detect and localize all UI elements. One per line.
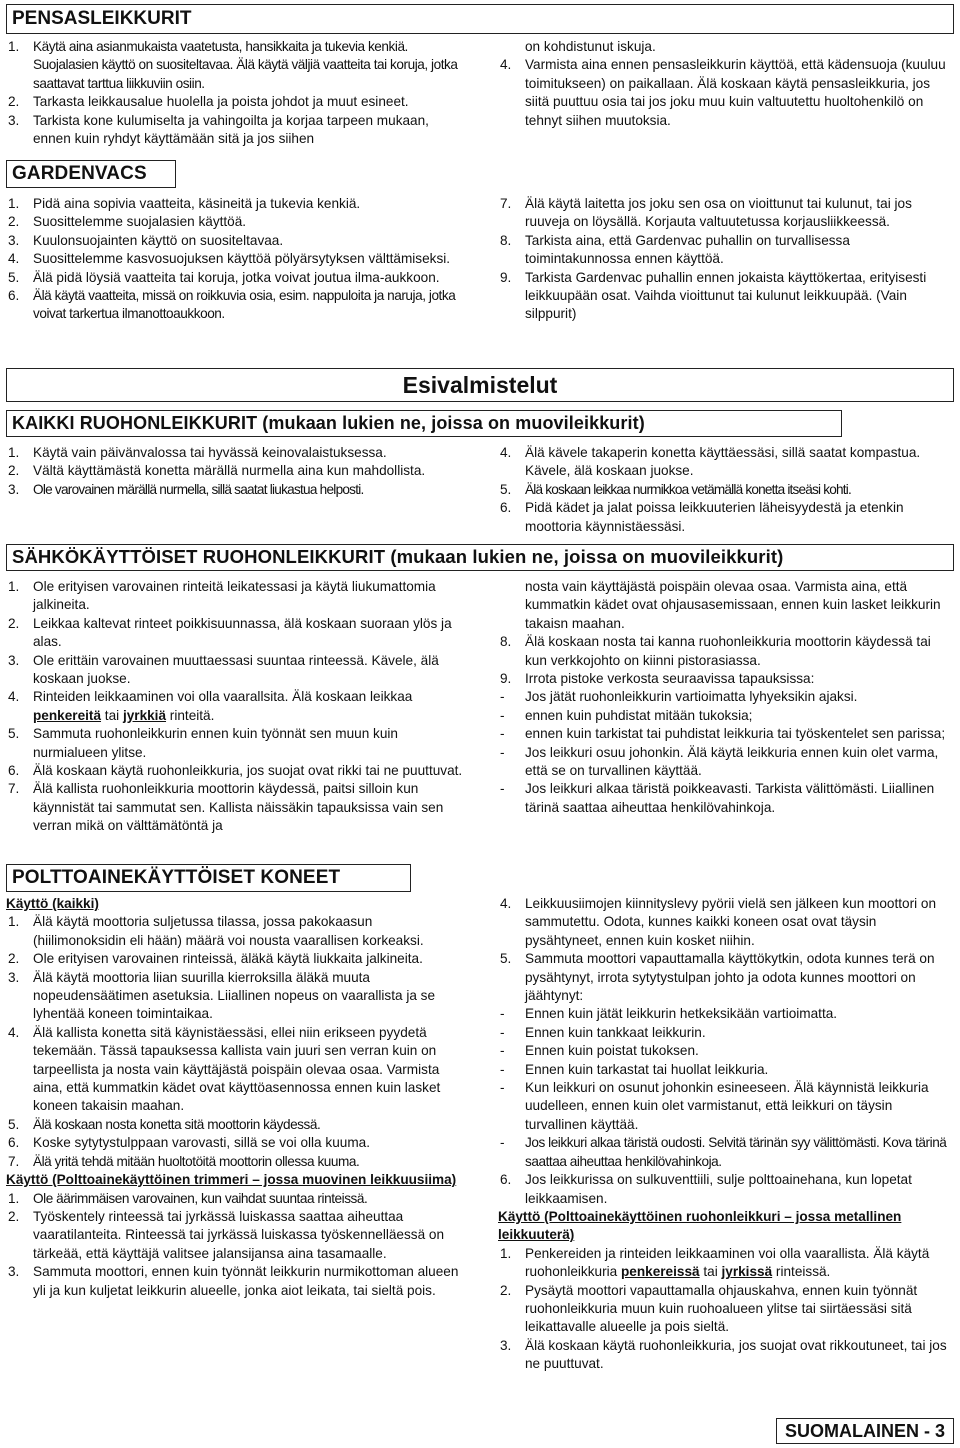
section-polttoainekayttoiset bbox=[6, 864, 954, 1374]
list-item bbox=[6, 1190, 468, 1208]
item-number: - bbox=[500, 1024, 505, 1040]
item-text bbox=[33, 688, 468, 725]
list-item bbox=[498, 444, 954, 481]
item-text-part: tai bbox=[699, 1264, 722, 1280]
left-column bbox=[6, 895, 468, 1374]
item-text: Ennen kuin jätät leikkurin hetkeksikään vartioimatta. bbox=[525, 1006, 838, 1022]
list-item bbox=[6, 112, 468, 149]
item-number: 6. bbox=[8, 1135, 20, 1151]
columns bbox=[6, 895, 954, 1374]
list-item bbox=[498, 232, 954, 269]
list-item bbox=[6, 1024, 468, 1116]
item-number: 3. bbox=[8, 112, 20, 128]
item-text: Käytä vain päivänvalossa tai hyvässä keinovalaistuksessa. bbox=[33, 445, 387, 460]
item-number: 1. bbox=[8, 445, 20, 460]
item-text: Älä kallista konetta sitä käynistäessäsi, ellei niin erikseen pyydetä tekemään. Tässä tapauksessa kallista vain juuri sen verran kuin on tarpeellista ja nosta vain käyttäjästä poispäin olevaa osaa. Varmista aina, että kummatkin kädet ovat käyttöasennossa ennen kuin lasket koneen takaisin maahan. bbox=[33, 1024, 441, 1114]
continued-text: nosta vain käyttäjästä poispäin olevaa osaa. Varmista aina, että kummatkin kädet ovat ohjausasemissaan, ennen kuin lasket leikkurin takaisn maahan. bbox=[525, 579, 941, 631]
item-number: 2. bbox=[8, 463, 20, 479]
item-number: 6. bbox=[8, 763, 20, 779]
item-number: - bbox=[500, 1061, 505, 1077]
item-text: Tarkista aina, että Gardenvac puhallin on turvallisessa toimintakunnossa ennen käyttöä. bbox=[525, 232, 850, 267]
item-text: Ole erittäin varovainen muuttaessasi suuntaa rinteessä. Kävele, älä koskaan juokse. bbox=[33, 652, 439, 687]
list-item bbox=[6, 615, 468, 652]
item-text: Työskentely rinteessä tai jyrkässä luiskassa saattaa aiheuttaa vaaratilanteita. Rinteessä tai jyrkässä luiskassa työskennelläessä on tärkeää, että käyttäjä valitsee jalansijansa aina tasamaalle. bbox=[33, 1208, 445, 1261]
item-number: 5. bbox=[8, 269, 20, 285]
columns bbox=[6, 444, 954, 536]
item-number: 1. bbox=[8, 914, 20, 930]
list-item bbox=[6, 462, 468, 480]
left-column bbox=[6, 578, 468, 836]
item-text: Ennen kuin poistat tukoksen. bbox=[525, 1043, 699, 1059]
item-text-part: rinteitä. bbox=[166, 707, 215, 723]
item-number: 5. bbox=[8, 1116, 20, 1132]
list-item bbox=[498, 1134, 954, 1171]
emphasis-text: penkereissä bbox=[620, 1264, 700, 1280]
list-item bbox=[498, 1024, 954, 1042]
item-number: 6. bbox=[500, 500, 512, 516]
item-text: Älä kävele takaperin konetta käyttäessäsi, sillä saatat kompastua. Kävele, älä koskaan juokse. bbox=[525, 445, 921, 479]
page-footer-label: SUOMALAINEN - 3 bbox=[776, 1418, 954, 1444]
section-heading: PENSASLEIKKURIT bbox=[6, 4, 954, 34]
item-text-part: Penkereiden ja rinteiden leikkaaminen voi olla vaarallista. Älä käytä ruohonleikkuria bbox=[525, 1245, 930, 1280]
list-item bbox=[6, 38, 468, 93]
item-text: Suosittelemme suojalasien käyttöä. bbox=[33, 214, 247, 230]
list-item bbox=[498, 56, 954, 130]
list-item bbox=[498, 1171, 954, 1208]
item-text: Sammuta moottori vapauttamalla käyttökytkin, odota kunnes terä on pysähtynyt, irrota sytytystulpan johto ja odota kunnes moottori on jäähtynyt: bbox=[525, 951, 935, 1004]
item-text: Ole varovainen märällä nurmella, sillä saatat liukastua helposti. bbox=[33, 481, 364, 497]
list-item bbox=[498, 1245, 954, 1282]
item-number: 4. bbox=[8, 251, 20, 267]
item-text: Ole äärimmäisen varovainen, kun vaihdat suuntaa rinteissä. bbox=[33, 1190, 368, 1206]
item-number: 4. bbox=[500, 896, 512, 911]
item-number: 3. bbox=[8, 1264, 20, 1280]
item-number: 5. bbox=[500, 481, 512, 497]
list-item bbox=[498, 780, 954, 817]
section-pensasleikkurit bbox=[6, 4, 954, 148]
list-item bbox=[498, 269, 954, 324]
list-item bbox=[498, 499, 954, 536]
list-item bbox=[6, 1263, 468, 1300]
item-number: 1. bbox=[8, 579, 20, 594]
right-column bbox=[498, 895, 954, 1374]
item-number: 7. bbox=[8, 1153, 20, 1169]
list-item bbox=[498, 1079, 954, 1134]
item-number: 4. bbox=[500, 57, 512, 73]
right-column bbox=[498, 195, 954, 324]
list-item bbox=[498, 195, 954, 232]
item-text: Älä koskaan nosta konetta sitä moottorin käydessä. bbox=[33, 1116, 321, 1132]
item-text: Varmista aina ennen pensasleikkurin käyttöä, että kädensuoja (kuuluu toimitukseen) on paikallaan. Älä koskaan käytä pensasleikkuria, jos siitä puuttuu osia tai jos joku muu kuin valtuutettu huoltohenkilö on tehnyt siihen muutoksia. bbox=[525, 57, 946, 128]
item-number: 3. bbox=[8, 481, 20, 497]
item-number: 9. bbox=[500, 671, 512, 687]
item-number: - bbox=[500, 689, 505, 705]
columns bbox=[6, 578, 954, 836]
item-text: Käytä aina asianmukaista vaatetusta, hansikkaita ja tukevia kenkiä. Suojalasien käyttö on suositeltavaa. Älä käytä väljiä vaatteita tai koruja, jotka saattavat tarttua liikkuviin osiin. bbox=[33, 39, 458, 91]
item-text: Tarkista kone kulumiselta ja vahingoilta ja korjaa tarpeen mukaan, ennen kuin ryhdyt käyttämään sitä ja jos siihen bbox=[33, 112, 429, 147]
item-number: 1. bbox=[8, 1190, 20, 1206]
item-text: Jos jätät ruohonleikkurin vartioimatta lyhyeksikin ajaksi. bbox=[525, 689, 858, 705]
list-item bbox=[6, 652, 468, 689]
item-number: 2. bbox=[8, 951, 20, 967]
list-item bbox=[6, 688, 468, 725]
item-number: 5. bbox=[8, 726, 20, 742]
item-number: - bbox=[500, 1043, 505, 1059]
item-number: 1. bbox=[500, 1245, 512, 1261]
item-number: - bbox=[500, 1135, 505, 1151]
item-number: 6. bbox=[500, 1172, 512, 1188]
item-text: Ennen kuin tankkaat leikkurin. bbox=[525, 1024, 706, 1040]
item-number: - bbox=[500, 707, 505, 723]
list-item bbox=[498, 688, 954, 706]
list-item bbox=[6, 578, 468, 615]
list-item bbox=[6, 232, 468, 250]
subheading: Käyttö (Polttoainekäyttöinen trimmeri – jossa muovinen leikkuusiima) bbox=[6, 1172, 457, 1188]
item-text: ennen kuin puhdistat mitään tukoksia; bbox=[525, 707, 753, 723]
list-item bbox=[6, 1134, 468, 1152]
item-number: 8. bbox=[500, 634, 512, 650]
emphasis-text: jyrkkiä bbox=[122, 707, 167, 723]
item-text: Jos leikkuri osuu johonkin. Älä käytä leikkuria ennen kuin olet varma, että se on turvallinen käyttää. bbox=[525, 744, 939, 779]
section-sahkokayttoiset bbox=[6, 544, 954, 836]
list-item bbox=[6, 444, 468, 462]
item-number: 7. bbox=[500, 196, 512, 211]
list-item bbox=[498, 725, 954, 743]
list-item bbox=[498, 895, 954, 950]
columns bbox=[6, 38, 954, 148]
left-column bbox=[6, 38, 468, 148]
item-number: 2. bbox=[500, 1282, 512, 1298]
item-number: - bbox=[500, 781, 505, 797]
right-column bbox=[498, 38, 954, 148]
item-number: 3. bbox=[8, 969, 20, 985]
list-item bbox=[498, 950, 954, 1005]
item-text: Älä käytä moottoria suljetussa tilassa, jossa pakokaasun (hiilimonoksidin eli hään) määrä voi nousta vaarallisen korkeaksi. bbox=[33, 914, 424, 948]
list-item bbox=[6, 195, 468, 213]
list-item bbox=[498, 744, 954, 781]
item-number: 7. bbox=[8, 781, 20, 797]
item-text bbox=[525, 1245, 954, 1282]
item-number: 4. bbox=[8, 689, 20, 705]
item-text: Pidä aina sopivia vaatteita, käsineitä ja tukevia kenkiä. bbox=[33, 196, 361, 211]
item-number: 3. bbox=[500, 1337, 512, 1353]
list-item bbox=[6, 93, 468, 111]
list-item bbox=[6, 250, 468, 268]
item-text: Älä pidä löysiä vaatteita tai koruja, jotka voivat joutua ilma-aukkoon. bbox=[33, 269, 440, 285]
item-number: 3. bbox=[8, 232, 20, 248]
item-number: 2. bbox=[8, 214, 20, 230]
item-text: Pysäytä moottori vapauttamalla ohjauskahva, ennen kuin työnnät ruohonleikkuria muun kuin ruohoalueen ylitse tai siirtäessäsi sitä leikattavalle alueelle ja pois sieltä. bbox=[525, 1282, 918, 1335]
item-number: 9. bbox=[500, 269, 512, 285]
item-text: Älä koskaan leikkaa nurmikkoa vetämällä konetta itseäsi kohti. bbox=[525, 481, 851, 497]
section-heading: GARDENVACS bbox=[6, 160, 176, 188]
emphasis-text: penkereitä bbox=[33, 707, 102, 723]
list-item bbox=[498, 1282, 954, 1337]
left-column bbox=[6, 444, 468, 536]
list-item bbox=[498, 1337, 954, 1374]
columns bbox=[6, 195, 954, 324]
item-number: 3. bbox=[8, 652, 20, 668]
right-column bbox=[498, 444, 954, 536]
list-item bbox=[6, 725, 468, 762]
item-text: Ennen kuin tarkastat tai huollat leikkuria. bbox=[525, 1061, 769, 1077]
list-item bbox=[498, 1005, 954, 1023]
item-text-part: Rinteiden leikkaaminen voi olla vaarallsita. Älä koskaan leikkaa bbox=[33, 689, 413, 705]
item-text: Ole erityisen varovainen rinteitä leikatessasi ja käytä liukumattomia jalkineita. bbox=[33, 579, 436, 613]
item-text: Ole erityisen varovainen rinteissä, äläkä käytä liukkaita jalkineita. bbox=[33, 951, 423, 967]
item-text: Älä koskaan käytä ruohonleikkuria, jos suojat ovat rikkoutuneet, tai jos ne puuttuvat. bbox=[525, 1337, 947, 1372]
list-item bbox=[6, 1153, 468, 1171]
section-heading: POLTTOAINEKÄYTTÖISET KONEET bbox=[6, 864, 411, 892]
item-number: 2. bbox=[8, 94, 20, 110]
list-item bbox=[6, 762, 468, 780]
item-text: ennen kuin tarkistat tai puhdistat leikkuria tai työskentelet sen parissa; bbox=[525, 726, 946, 742]
item-text: Sammuta moottori, ennen kuin työnnät leikkurin nurmikottoman alueen yli ja kun kuljetat leikkurin alueelle, jonka aiot leikata, tai sieltä pois. bbox=[33, 1264, 459, 1298]
item-number: 8. bbox=[500, 232, 512, 248]
section-heading: KAIKKI RUOHONLEIKKURIT (mukaan lukien ne, joissa on muovileikkurit) bbox=[6, 410, 842, 437]
item-text: Tarkasta leikkausalue huolella ja poista johdot ja muut esineet. bbox=[33, 94, 409, 110]
section-heading: SÄHKÖKÄYTTÖISET RUOHONLEIKKURIT (mukaan lukien ne, joissa on muovileikkurit) bbox=[6, 544, 954, 571]
subheading: Käyttö (kaikki) bbox=[6, 896, 99, 911]
list-item bbox=[6, 1116, 468, 1134]
emphasis-text: jyrkissä bbox=[721, 1264, 773, 1280]
item-text: Älä käytä moottoria liian suurilla kierroksilla äläkä muuta nopeudensäätimen asetuksia. Liiallinen nopeus on vaarallista ja se lyhentää koneen toimintaikaa. bbox=[33, 969, 436, 1022]
list-item bbox=[498, 633, 954, 670]
item-text: Älä käytä laitetta jos joku sen osa on vioittunut tai kulunut, tai jos ruuveja on löysällä. Korjauta valtuutetussa korjausliikkeessä. bbox=[525, 196, 912, 230]
item-number: 4. bbox=[8, 1024, 20, 1040]
item-text: Irrota pistoke verkosta seuraavissa tapauksissa: bbox=[525, 671, 815, 687]
list-item bbox=[498, 670, 954, 688]
item-number: - bbox=[500, 1006, 505, 1022]
item-number: 2. bbox=[8, 1208, 20, 1224]
item-number: 5. bbox=[500, 951, 512, 967]
list-item bbox=[6, 969, 468, 1024]
item-text: Pidä kädet ja jalat poissa leikkuuterien läheisyydestä ja etenkin moottoria käynnistäessäsi. bbox=[525, 500, 904, 534]
list-item bbox=[498, 1042, 954, 1060]
list-item bbox=[6, 1208, 468, 1263]
item-number: 1. bbox=[8, 39, 20, 54]
item-text: Älä kallista ruohonleikkuria moottorin käydessä, paitsi silloin kun käynnistät tai sammutat sen. Kallista näissäkin tapauksissa vain sen verran mikä on välttämätöntä ja bbox=[33, 781, 444, 834]
section-gardenvacs bbox=[6, 160, 954, 324]
list-item bbox=[498, 707, 954, 725]
item-text: Suosittelemme kasvosuojuksen käyttöä pölyärsytyksen välttämiseksi. bbox=[33, 251, 451, 267]
item-text: Älä käytä vaatteita, missä on roikkuvia osia, esim. nappuloita ja naruja, jotka voivat tarkertua ilmanottoaukkoon. bbox=[33, 288, 456, 322]
list-item bbox=[6, 913, 468, 950]
list-item bbox=[498, 481, 954, 499]
item-text: Kuulonsuojainten käyttö on suositeltavaa. bbox=[33, 232, 284, 248]
item-text: Sammuta ruohonleikkurin ennen kuin työnnät sen muun kuin nurmialueen ylitse. bbox=[33, 726, 398, 760]
item-number: 2. bbox=[8, 615, 20, 631]
item-number: - bbox=[500, 744, 505, 760]
item-text: Koske sytytystulppaan varovasti, sillä se voi olla kuuma. bbox=[33, 1135, 370, 1151]
list-item bbox=[6, 950, 468, 968]
left-column bbox=[6, 195, 468, 324]
item-text: Jos leikkuri alkaa täristä poikkeavasti. Tarkista välittömästi. Liiallinen tärinä saattaa aiheuttaa henkilövahinkoja. bbox=[525, 781, 935, 815]
right-column bbox=[498, 578, 954, 836]
item-text: Älä yritä tehdä mitään huoltotöitä moottorin ollessa kuuma. bbox=[33, 1153, 360, 1169]
item-text: Jos leikkurissa on sulkuventtiili, sulje polttoainehana, kun lopetat leikkaamisen. bbox=[525, 1172, 912, 1206]
list-item bbox=[498, 1061, 954, 1079]
list-item bbox=[6, 213, 468, 231]
item-text: Älä koskaan nosta tai kanna ruohonleikkuria moottorin käydessä tai kun verkkojohto on kiinni pistorasiassa. bbox=[525, 634, 931, 668]
item-number: 6. bbox=[8, 288, 20, 304]
continued-text: on kohdistunut iskuja. bbox=[525, 39, 656, 54]
list-item bbox=[6, 481, 468, 499]
banner-heading: Esivalmistelut bbox=[6, 368, 954, 402]
item-text: Tarkista Gardenvac puhallin ennen jokaista käyttökertaa, erityisesti leikkuupään osat. Vaihda vioittunut tai kulunut leikkuupää. (Vain silppurit) bbox=[525, 269, 927, 322]
section-kaikki-ruohonleikkurit bbox=[6, 410, 954, 536]
item-text: Leikkuusiimojen kiinnityslevy pyörii vielä sen jälkeen kun moottori on sammutettu. Odota, kunnes kaikki koneen osat ovat täysin pysähtyneet, ennen kuin kosket niihin. bbox=[525, 896, 937, 948]
list-item bbox=[6, 780, 468, 835]
subheading: Käyttö (Polttoainekäyttöinen ruohonleikkuri – jossa metallinen leikkuuterä) bbox=[498, 1208, 902, 1243]
item-text: Jos leikkuri alkaa täristä oudosti. Selvitä tärinän syy välittömästi. Kova tärinä saattaa aiheuttaa henkilövahinkoja. bbox=[525, 1135, 947, 1169]
item-text: Älä koskaan käytä ruohonleikkuria, jos suojat ovat rikki tai ne puuttuvat. bbox=[33, 763, 463, 779]
item-number: - bbox=[500, 1080, 505, 1096]
item-number: - bbox=[500, 726, 505, 742]
list-item bbox=[6, 269, 468, 287]
item-number: 1. bbox=[8, 196, 20, 211]
item-text: Vältä käyttämästä konetta märällä nurmella aina kun mahdollista. bbox=[33, 463, 426, 479]
item-number: 4. bbox=[500, 445, 512, 460]
item-text-part: tai bbox=[101, 707, 123, 723]
list-item bbox=[6, 287, 468, 324]
item-text-part: rinteissä. bbox=[772, 1264, 831, 1280]
item-text: Leikkaa kaltevat rinteet poikkisuunnassa, älä koskaan suoraan ylös ja alas. bbox=[33, 615, 452, 650]
item-text: Kun leikkuri on osunut johonkin esineeseen. Älä käynnistä leikkuria uudelleen, ennen kuin olet varmistanut, että leikkuri on täysin turvallinen käyttää. bbox=[525, 1080, 929, 1132]
